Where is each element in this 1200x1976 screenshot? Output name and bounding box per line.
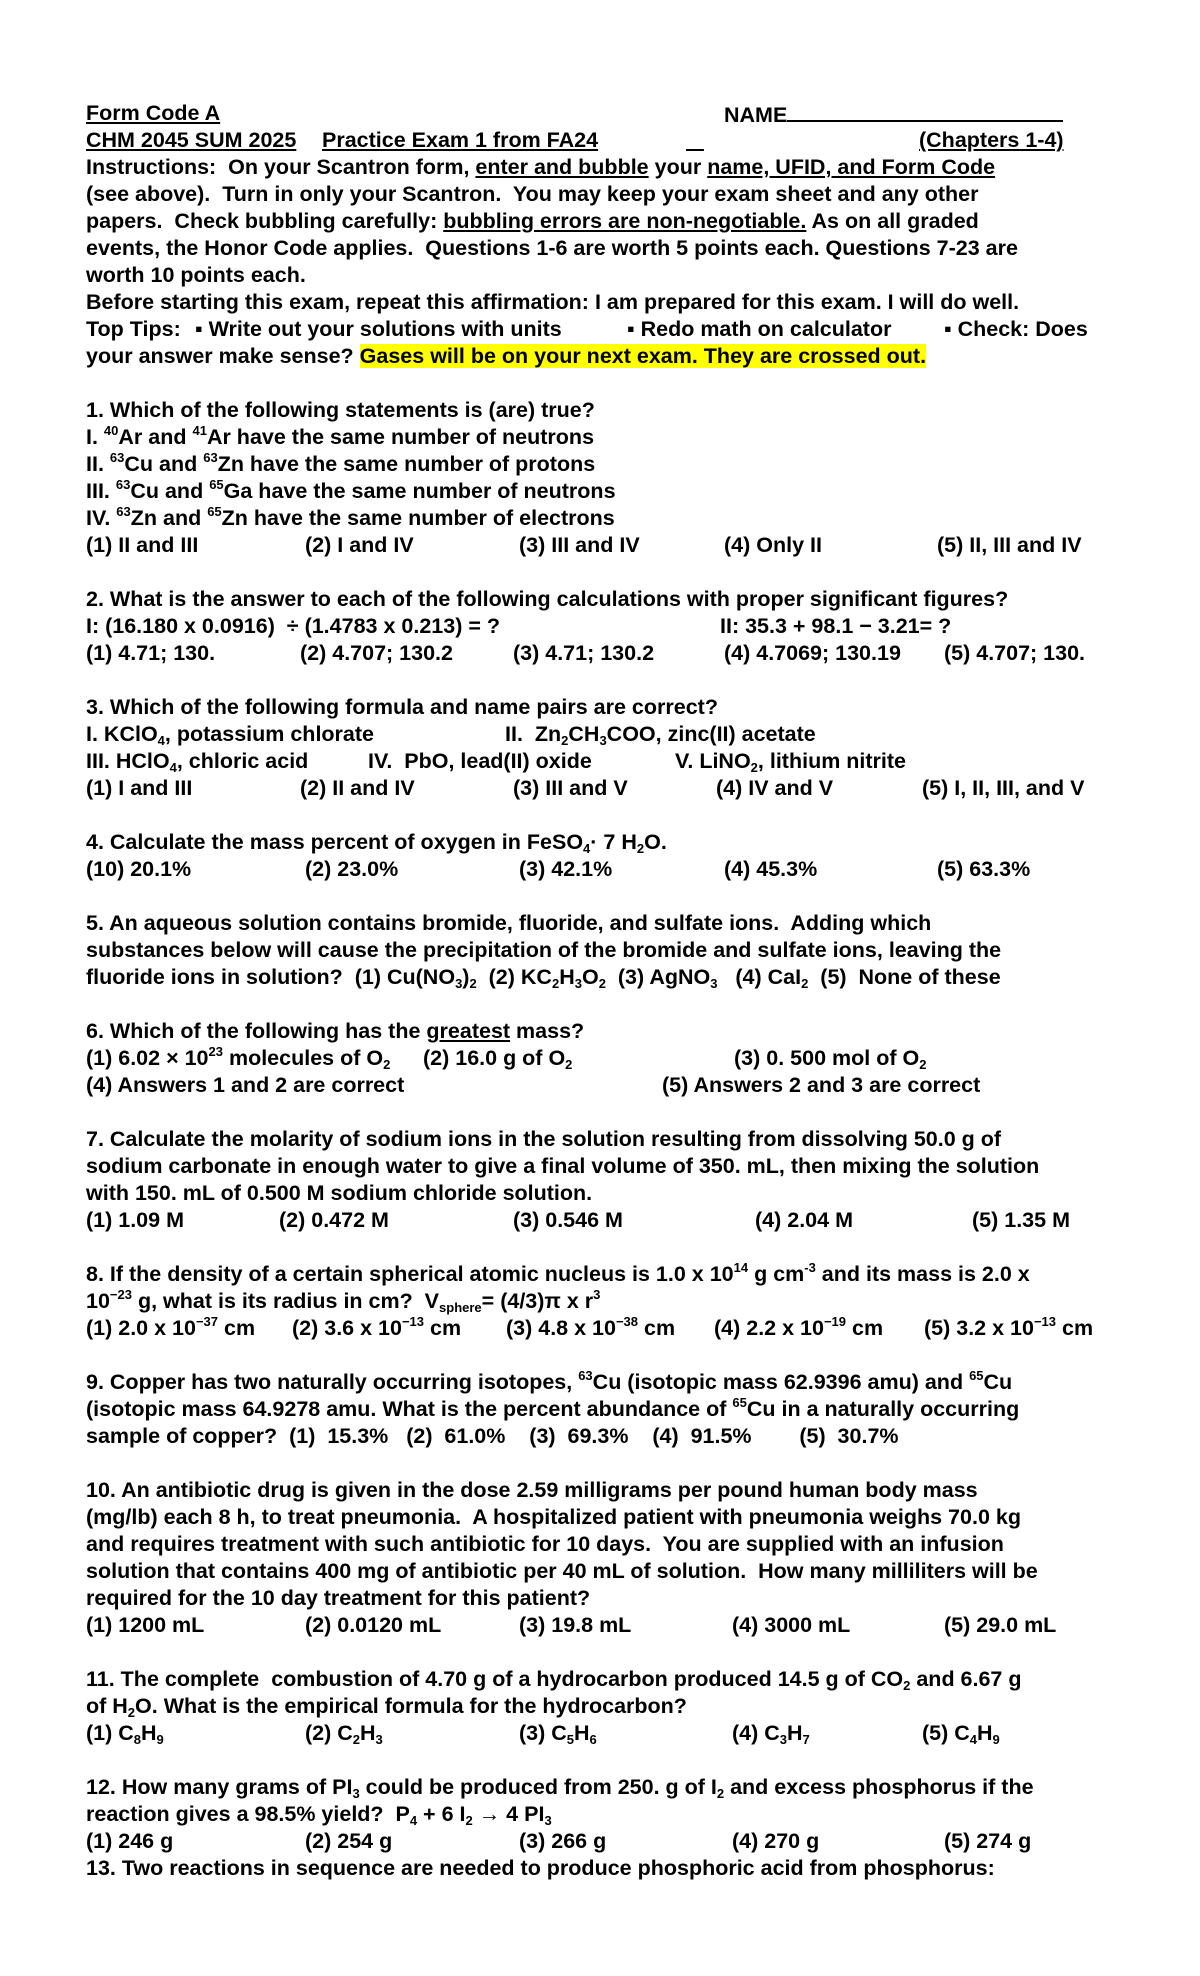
text: of H bbox=[86, 1694, 128, 1718]
text: (2) 16.0 g of O bbox=[423, 1046, 566, 1070]
q11-option-1 bbox=[86, 1720, 164, 1747]
text: · 7 H bbox=[590, 830, 637, 854]
q6-option-1 bbox=[86, 1045, 390, 1072]
q8-option-4 bbox=[714, 1315, 883, 1342]
instructions-line-1 bbox=[86, 154, 1136, 181]
text: papers. Check bubbling carefully: bbox=[86, 209, 444, 233]
tip-3: ▪ Check: Does bbox=[944, 317, 1088, 341]
text: enter and bubble bbox=[475, 155, 649, 179]
q10-options bbox=[86, 1612, 1136, 1639]
text: V. LiNO bbox=[675, 749, 751, 773]
text: 7. Calculate the molarity of sodium ions in the solution resulting from dissolving 50.0 g of bbox=[86, 1127, 1002, 1151]
q1-statement-2 bbox=[86, 451, 1136, 478]
q4-option-1: (10) 20.1% bbox=[86, 857, 192, 881]
q12-line-2 bbox=[86, 1801, 1136, 1828]
text: cm bbox=[218, 1316, 256, 1340]
text: worth 10 points each. bbox=[86, 263, 306, 287]
q3-options bbox=[86, 775, 1136, 802]
q1-option-1: (1) II and III bbox=[86, 533, 199, 557]
superscript: −13 bbox=[401, 1314, 425, 1329]
q11-options bbox=[86, 1720, 1136, 1747]
q7-option-3: (3) 0.546 M bbox=[513, 1208, 623, 1232]
course-code: CHM 2045 SUM 2025 bbox=[86, 128, 297, 152]
q1-option-3: (3) III and IV bbox=[519, 533, 640, 557]
q9-line-3-options bbox=[86, 1423, 1136, 1450]
q10-option-3: (3) 19.8 mL bbox=[519, 1613, 632, 1637]
instructions-line-2 bbox=[86, 181, 1136, 208]
superscript: −23 bbox=[109, 1287, 132, 1302]
text: 5. An aqueous solution contains bromide, fluoride, and sulfate ions. Adding which bbox=[86, 911, 932, 935]
q3-pair-i bbox=[86, 721, 374, 748]
subscript: 2 bbox=[903, 1678, 911, 1693]
subscript: 7 bbox=[802, 1732, 810, 1747]
tip-1: ▪ Write out your solutions with units bbox=[195, 317, 562, 341]
q12-option-3: (3) 266 g bbox=[519, 1829, 607, 1853]
text: with 150. mL of 0.500 M sodium chloride solution. bbox=[86, 1181, 593, 1205]
text: I. bbox=[86, 425, 104, 449]
subscript: 2 bbox=[565, 1057, 573, 1072]
text: , chloric acid bbox=[176, 749, 309, 773]
instructions-line-3 bbox=[86, 208, 1136, 235]
q2-option-5: (5) 4.707; 130. bbox=[944, 641, 1086, 665]
q3-pairs-1 bbox=[86, 721, 1136, 748]
text: g, what is its radius in cm? V bbox=[131, 1289, 440, 1313]
text: (2) 3.6 x 10 bbox=[292, 1316, 402, 1340]
q10-option-1: (1) 1200 mL bbox=[86, 1613, 205, 1637]
subscript: 5 bbox=[566, 1732, 575, 1747]
q12-option-1: (1) 246 g bbox=[86, 1829, 174, 1853]
text: H bbox=[977, 1721, 993, 1745]
q4-options bbox=[86, 856, 1136, 883]
q7-option-4: (4) 2.04 M bbox=[755, 1208, 853, 1232]
text: your answer make sense? bbox=[86, 344, 360, 368]
q6-stem bbox=[86, 1018, 1136, 1045]
superscript: 65 bbox=[732, 1395, 747, 1410]
mass-number: 63 bbox=[115, 477, 131, 492]
text: Zn have the same number of protons bbox=[217, 452, 596, 476]
q7-line-1 bbox=[86, 1126, 1136, 1153]
mass-number: 63 bbox=[116, 504, 131, 519]
text: (4) 2.2 x 10 bbox=[714, 1316, 824, 1340]
q12-option-2: (2) 254 g bbox=[305, 1829, 393, 1853]
superscript: −13 bbox=[1033, 1314, 1057, 1329]
text: (1) 2.0 x 10 bbox=[86, 1316, 196, 1340]
q8-line-2 bbox=[86, 1288, 1136, 1315]
subscript: sphere bbox=[439, 1300, 482, 1315]
text: Zn have the same number of electrons bbox=[221, 506, 615, 530]
q1-statement-3 bbox=[86, 478, 1136, 505]
superscript: 23 bbox=[208, 1044, 223, 1059]
text: (4) C bbox=[732, 1721, 780, 1745]
text: (3) 4.8 x 10 bbox=[506, 1316, 616, 1340]
subscript: 3 bbox=[375, 1732, 383, 1747]
text: g cm bbox=[748, 1262, 805, 1286]
text: 13. Two reactions in sequence are needed to produce phosphoric acid from phosphorus: bbox=[86, 1856, 995, 1880]
q2-stem bbox=[86, 586, 1136, 613]
q2-option-1: (1) 4.71; 130. bbox=[86, 641, 216, 665]
affirmation-line bbox=[86, 289, 1136, 316]
mass-number: 63 bbox=[203, 450, 218, 465]
text: and its mass is 2.0 x bbox=[815, 1262, 1030, 1286]
superscript: −37 bbox=[195, 1314, 219, 1329]
subscript: 8 bbox=[133, 1732, 142, 1747]
q10-line-2 bbox=[86, 1504, 1136, 1531]
text: 12. How many grams of PI bbox=[86, 1775, 353, 1799]
q1-statement-4 bbox=[86, 505, 1136, 532]
text: Zn and bbox=[130, 506, 208, 530]
q7-option-2: (2) 0.472 M bbox=[279, 1208, 389, 1232]
text: sodium carbonate in enough water to give a final volume of 350. mL, then mixing the solution bbox=[86, 1154, 1040, 1178]
q11-option-3 bbox=[519, 1720, 597, 1747]
superscript: −38 bbox=[615, 1314, 639, 1329]
tips-label: Top Tips: bbox=[86, 317, 181, 341]
q2-option-2: (2) 4.707; 130.2 bbox=[300, 641, 453, 665]
subscript: 2 bbox=[551, 976, 560, 991]
q13-line-1 bbox=[86, 1855, 1136, 1882]
q5-line-3-options bbox=[86, 964, 1136, 991]
text: your bbox=[648, 155, 708, 179]
superscript: −19 bbox=[823, 1314, 847, 1329]
form-code: Form Code A bbox=[86, 101, 221, 125]
q10-option-5: (5) 29.0 mL bbox=[944, 1613, 1057, 1637]
text: reaction gives a 98.5% yield? P bbox=[86, 1802, 410, 1826]
instructions-line-4 bbox=[86, 235, 1136, 262]
q6-options-1 bbox=[86, 1045, 1136, 1072]
mass-number: 40 bbox=[103, 423, 119, 438]
text: As on all graded bbox=[806, 209, 979, 233]
q12-line-1 bbox=[86, 1774, 1136, 1801]
subscript: 2 bbox=[465, 1813, 473, 1828]
text: 11. The complete combustion of 4.70 g of a hydrocarbon produced 14.5 g of CO bbox=[86, 1667, 904, 1691]
text: , lithium nitrite bbox=[757, 749, 907, 773]
q2-option-4: (4) 4.7069; 130.19 bbox=[724, 641, 901, 665]
q1-option-4: (4) Only II bbox=[724, 533, 822, 557]
subscript: 2 bbox=[127, 1705, 136, 1720]
q12-option-5: (5) 274 g bbox=[944, 1829, 1032, 1853]
q12-option-4: (4) 270 g bbox=[732, 1829, 820, 1853]
q8-options bbox=[86, 1315, 1136, 1342]
q3-pair-ii bbox=[505, 721, 816, 748]
q11-option-2 bbox=[305, 1720, 383, 1747]
q3-pair-iv: IV. PbO, lead(II) oxide bbox=[368, 749, 592, 773]
q12-options bbox=[86, 1828, 1136, 1855]
mass-number: 65 bbox=[209, 477, 224, 492]
text: Cu in a naturally occurring bbox=[746, 1397, 1020, 1421]
text: Before starting this exam, repeat this affirmation: I am prepared for this exam. I will do well. bbox=[86, 290, 1020, 314]
text: required for the 10 day treatment for this patient? bbox=[86, 1586, 591, 1610]
text: and excess phosphorus if the bbox=[724, 1775, 1034, 1799]
q3-pairs-2 bbox=[86, 748, 1136, 775]
subscript: 3 bbox=[455, 976, 463, 991]
text: could be produced from 250. g of I bbox=[359, 1775, 717, 1799]
q3-option-2: (2) II and IV bbox=[300, 776, 415, 800]
text: (3) C bbox=[519, 1721, 567, 1745]
subscript: 6 bbox=[589, 1732, 597, 1747]
text: greatest bbox=[426, 1019, 511, 1043]
text: II. Zn bbox=[505, 722, 562, 746]
q8-option-5 bbox=[924, 1315, 1093, 1342]
text: O. bbox=[644, 830, 667, 854]
subscript: 2 bbox=[469, 976, 477, 991]
name-field bbox=[724, 100, 1063, 129]
text: and 6.67 g bbox=[910, 1667, 1022, 1691]
text: 9. Copper has two naturally occurring isotopes, bbox=[86, 1370, 579, 1394]
text: solution that contains 400 mg of antibiotic per 40 mL of solution. How many milliliters will be bbox=[86, 1559, 1038, 1583]
q2-part-1: I: (16.180 x 0.0916) ÷ (1.4783 x 0.213) = ? bbox=[86, 614, 500, 638]
text: O. What is the empirical formula for the hydrocarbon? bbox=[135, 1694, 687, 1718]
q4-option-3: (3) 42.1% bbox=[519, 857, 613, 881]
q5-line-2 bbox=[86, 937, 1136, 964]
q1-options bbox=[86, 532, 1136, 559]
text: (4) CaI bbox=[717, 965, 802, 989]
text: bubbling errors are non-negotiable. bbox=[443, 209, 807, 233]
text: H bbox=[559, 965, 575, 989]
text: and requires treatment with such antibiotic for 10 days. You are supplied with an infusion bbox=[86, 1532, 1004, 1556]
text: (3) 0. 500 mol of O bbox=[734, 1046, 920, 1070]
text: 8. If the density of a certain spherical atomic nucleus is 1.0 x 10 bbox=[86, 1262, 734, 1286]
q3-option-3: (3) III and V bbox=[513, 776, 628, 800]
text: (mg/lb) each 8 h, to treat pneumonia. A hospitalized patient with pneumonia weighs 70.0 kg bbox=[86, 1505, 1021, 1529]
subscript: 9 bbox=[992, 1732, 1000, 1747]
q3-pair-v bbox=[675, 748, 906, 775]
q4-stem bbox=[86, 829, 1136, 856]
text: ) bbox=[462, 965, 470, 989]
subscript: 2 bbox=[716, 1786, 725, 1801]
q1-stem bbox=[86, 397, 1136, 424]
header-line-2 bbox=[86, 127, 1136, 154]
superscript: -3 bbox=[804, 1260, 816, 1275]
subscript: 2 bbox=[636, 841, 645, 856]
q10-line-4 bbox=[86, 1558, 1136, 1585]
text: (2) KC bbox=[476, 965, 552, 989]
text: 4. Calculate the mass percent of oxygen in FeSO bbox=[86, 830, 584, 854]
q6-option-3 bbox=[734, 1045, 926, 1072]
text: 3. Which of the following formula and name pairs are correct? bbox=[86, 695, 718, 719]
text: → 4 PI bbox=[472, 1802, 545, 1826]
text: , potassium chlorate bbox=[164, 722, 374, 746]
header-line-1 bbox=[86, 100, 1136, 127]
q6-option-5: (5) Answers 2 and 3 are correct bbox=[662, 1073, 981, 1097]
name-blank bbox=[787, 100, 1063, 122]
q11-option-4 bbox=[732, 1720, 810, 1747]
text: Cu (isotopic mass 62.9396 amu) and bbox=[592, 1370, 970, 1394]
q9-line-2 bbox=[86, 1396, 1136, 1423]
q10-option-4: (4) 3000 mL bbox=[732, 1613, 851, 1637]
text: = (4/3)π x r bbox=[481, 1289, 594, 1313]
subscript: 3 bbox=[352, 1786, 360, 1801]
name-label: NAME bbox=[724, 103, 788, 127]
q7-line-3 bbox=[86, 1180, 1136, 1207]
text: fluoride ions in solution? (1) Cu(NO bbox=[86, 965, 456, 989]
text: molecules of O bbox=[222, 1046, 384, 1070]
text: cm bbox=[424, 1316, 462, 1340]
superscript: 65 bbox=[969, 1368, 984, 1383]
text: Instructions: On your Scantron form, bbox=[86, 155, 476, 179]
subscript: 4 bbox=[969, 1732, 978, 1747]
q10-line-1 bbox=[86, 1477, 1136, 1504]
subscript: 3 bbox=[779, 1732, 788, 1747]
q10-line-5 bbox=[86, 1585, 1136, 1612]
subscript: 4 bbox=[157, 733, 165, 748]
text: + 6 I bbox=[417, 1802, 466, 1826]
q5-line-1 bbox=[86, 910, 1136, 937]
mass-number: 63 bbox=[109, 450, 125, 465]
subscript: 2 bbox=[561, 733, 569, 748]
q8-option-2 bbox=[292, 1315, 461, 1342]
text: cm bbox=[846, 1316, 884, 1340]
q8-option-1 bbox=[86, 1315, 255, 1342]
text: IV. bbox=[86, 506, 117, 530]
tip-2: ▪ Redo math on calculator bbox=[627, 317, 892, 341]
q6-option-4: (4) Answers 1 and 2 are correct bbox=[86, 1073, 405, 1097]
text: sample of copper? (1) 15.3% (2) 61.0% (3) 69.3% (4) 91.5% (5) 30.7% bbox=[86, 1424, 899, 1448]
text: (1) C bbox=[86, 1721, 134, 1745]
q7-option-5: (5) 1.35 M bbox=[972, 1208, 1070, 1232]
superscript: 63 bbox=[578, 1368, 593, 1383]
mass-number: 41 bbox=[192, 423, 207, 438]
text: II. bbox=[86, 452, 110, 476]
text: CH bbox=[568, 722, 600, 746]
text: H bbox=[141, 1721, 157, 1745]
q2-option-3: (3) 4.71; 130.2 bbox=[513, 641, 655, 665]
q2-parts bbox=[86, 613, 1136, 640]
text: (3) AgNO bbox=[605, 965, 711, 989]
subscript: 2 bbox=[598, 976, 606, 991]
q1-option-2: (2) I and IV bbox=[305, 533, 414, 557]
q3-option-1: (1) I and III bbox=[86, 776, 193, 800]
text: Ar and bbox=[118, 425, 193, 449]
subscript: 3 bbox=[544, 1813, 552, 1828]
text: name, UFID, and Form Code bbox=[707, 155, 996, 179]
q4-option-5: (5) 63.3% bbox=[937, 857, 1031, 881]
superscript: 3 bbox=[593, 1287, 601, 1302]
exam-title: Practice Exam 1 from FA24 bbox=[322, 128, 599, 152]
q2-options bbox=[86, 640, 1136, 667]
text: Cu and bbox=[130, 479, 210, 503]
q7-option-1: (1) 1.09 M bbox=[86, 1208, 184, 1232]
text: COO, zinc(II) acetate bbox=[606, 722, 816, 746]
q11-line-2 bbox=[86, 1693, 1136, 1720]
q8-option-3 bbox=[506, 1315, 675, 1342]
q4-option-4: (4) 45.3% bbox=[724, 857, 818, 881]
subscript: 2 bbox=[801, 976, 809, 991]
text: I. KClO bbox=[86, 722, 158, 746]
subscript: 3 bbox=[574, 976, 582, 991]
text: (1) 6.02 × 10 bbox=[86, 1046, 209, 1070]
text: (5) 3.2 x 10 bbox=[924, 1316, 1034, 1340]
q3-option-4: (4) IV and V bbox=[716, 776, 834, 800]
text: events, the Honor Code applies. Questions 1-6 are worth 5 points each. Questions 7-23 are bbox=[86, 236, 1018, 260]
text: O bbox=[581, 965, 599, 989]
subscript: 9 bbox=[156, 1732, 164, 1747]
text: (5) C bbox=[922, 1721, 970, 1745]
text: substances below will cause the precipitation of the bromide and sulfate ions, leaving the bbox=[86, 938, 1002, 962]
gases-highlight-note: Gases will be on your next exam. They are crossed out. bbox=[359, 344, 927, 368]
text: mass? bbox=[510, 1019, 585, 1043]
q7-line-2 bbox=[86, 1153, 1136, 1180]
text: H bbox=[787, 1721, 803, 1745]
text: (2) C bbox=[305, 1721, 353, 1745]
mass-number: 65 bbox=[207, 504, 222, 519]
text: Ar have the same number of neutrons bbox=[206, 425, 595, 449]
text: cm bbox=[638, 1316, 676, 1340]
chapters-label: (Chapters 1-4) bbox=[919, 128, 1064, 152]
text: 10. An antibiotic drug is given in the dose 2.59 milligrams per pound human body mass bbox=[86, 1478, 978, 1502]
text: III. HClO bbox=[86, 749, 170, 773]
text: Cu and bbox=[124, 452, 204, 476]
instructions-line-5 bbox=[86, 262, 1136, 289]
subscript: 4 bbox=[169, 760, 177, 775]
superscript: 14 bbox=[733, 1260, 749, 1275]
text: (5) None of these bbox=[808, 965, 1001, 989]
q1-statement-1 bbox=[86, 424, 1136, 451]
subscript: 4 bbox=[409, 1813, 418, 1828]
text: Cu bbox=[983, 1370, 1013, 1394]
q3-stem bbox=[86, 694, 1136, 721]
q11-option-5 bbox=[922, 1720, 1000, 1747]
subscript: 3 bbox=[710, 976, 718, 991]
q1-option-5: (5) II, III and IV bbox=[937, 533, 1082, 557]
text: cm bbox=[1056, 1316, 1094, 1340]
q8-line-1 bbox=[86, 1261, 1136, 1288]
text: 6. Which of the following has the bbox=[86, 1019, 427, 1043]
text: 10 bbox=[86, 1289, 110, 1313]
q3-option-5: (5) I, II, III, and V bbox=[922, 776, 1085, 800]
instructions-line-8 bbox=[86, 343, 1136, 370]
text: Ga have the same number of neutrons bbox=[223, 479, 616, 503]
text: 2. What is the answer to each of the following calculations with proper significant figures? bbox=[86, 587, 1009, 611]
text: (isotopic mass 64.9278 amu. What is the percent abundance of bbox=[86, 1397, 733, 1421]
subscript: 2 bbox=[383, 1057, 391, 1072]
q3-pair-iii bbox=[86, 748, 308, 775]
q4-option-2: (2) 23.0% bbox=[305, 857, 399, 881]
tips-line bbox=[86, 316, 1136, 343]
q7-options bbox=[86, 1207, 1136, 1234]
subscript: 2 bbox=[919, 1057, 927, 1072]
q9-line-1 bbox=[86, 1369, 1136, 1396]
text: H bbox=[360, 1721, 376, 1745]
text: (see above). Turn in only your Scantron. You may keep your exam sheet and any other bbox=[86, 182, 979, 206]
subscript: 4 bbox=[583, 841, 591, 856]
exam-title-underline bbox=[686, 127, 856, 154]
subscript: 2 bbox=[352, 1732, 361, 1747]
q10-option-2: (2) 0.0120 mL bbox=[305, 1613, 442, 1637]
q6-options-2 bbox=[86, 1072, 1136, 1099]
text: H bbox=[574, 1721, 590, 1745]
subscript: 2 bbox=[750, 760, 758, 775]
text: III. bbox=[86, 479, 116, 503]
q10-line-3 bbox=[86, 1531, 1136, 1558]
q2-part-2: II: 35.3 + 98.1 − 3.21= ? bbox=[720, 614, 952, 638]
subscript: 3 bbox=[599, 733, 607, 748]
q11-line-1 bbox=[86, 1666, 1136, 1693]
q6-option-2 bbox=[423, 1045, 572, 1072]
text: 1. Which of the following statements is (are) true? bbox=[86, 398, 595, 422]
